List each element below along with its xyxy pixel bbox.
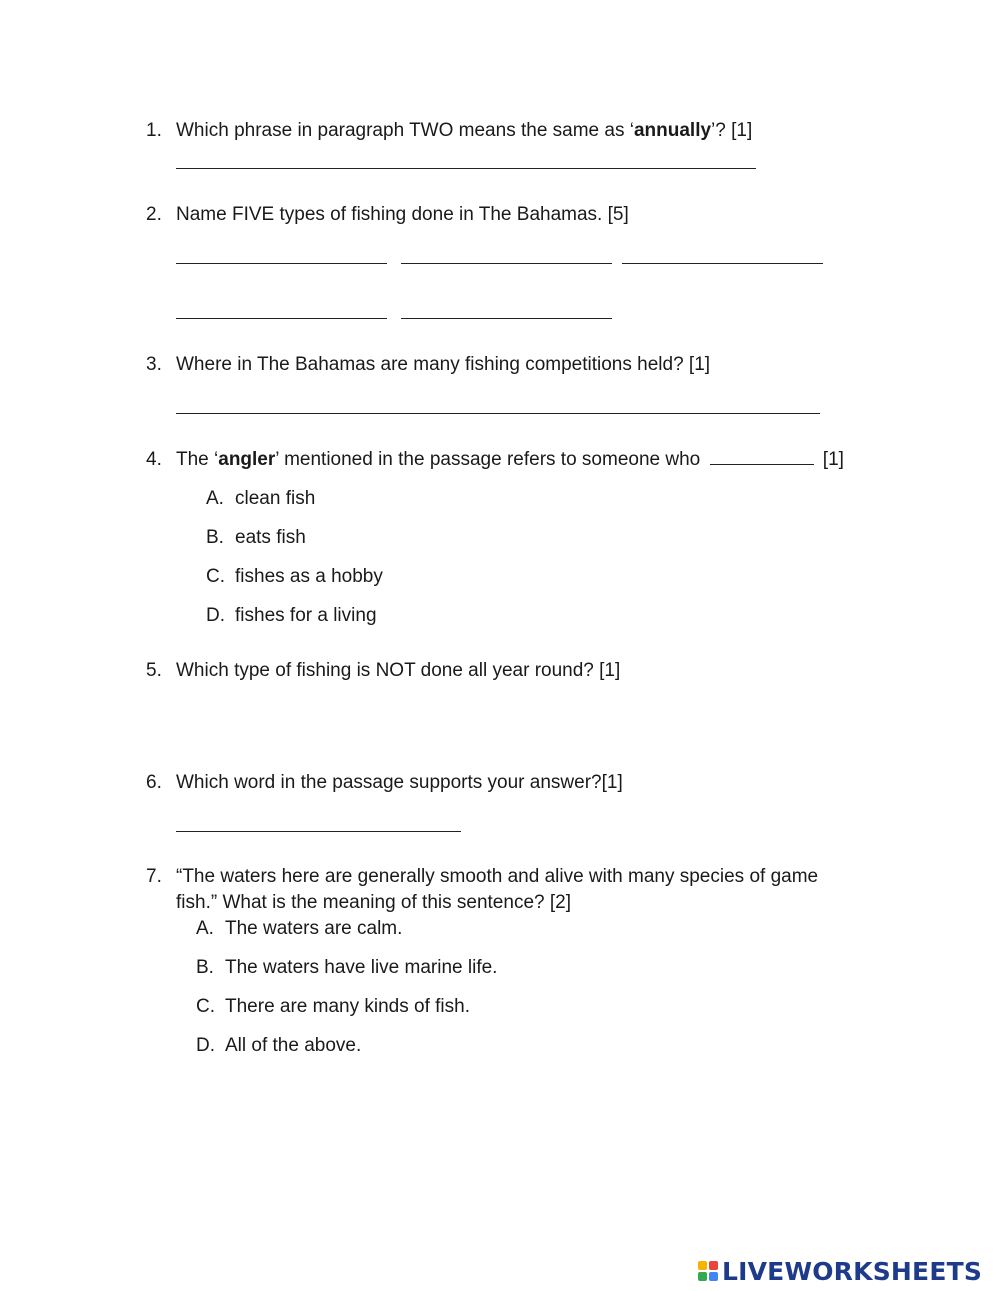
answer-line[interactable] — [176, 413, 820, 414]
option-a[interactable]: The waters are calm. — [225, 918, 403, 939]
question-text-line-2: fish.” What is the meaning of this sentence? [2] — [176, 892, 571, 913]
option-b[interactable]: The waters have live marine life. — [225, 957, 498, 978]
question-number: 5. — [146, 660, 162, 681]
option-a[interactable]: clean fish — [235, 488, 316, 509]
option-c[interactable]: There are many kinds of fish. — [225, 996, 470, 1017]
option-letter: D. — [196, 1035, 215, 1056]
option-letter: C. — [206, 566, 225, 587]
option-b[interactable]: eats fish — [235, 527, 306, 548]
option-letter: A. — [206, 488, 224, 509]
question-number: 1. — [146, 120, 162, 141]
answer-line[interactable] — [176, 831, 461, 832]
option-letter: B. — [196, 957, 214, 978]
answer-line[interactable] — [622, 263, 823, 264]
question-text: Where in The Bahamas are many fishing competitions held? [1] — [176, 354, 711, 375]
question-text: Which phrase in paragraph TWO means the same as ‘annually’? [1] — [176, 120, 753, 141]
option-d[interactable]: All of the above. — [225, 1035, 362, 1056]
option-letter: B. — [206, 527, 224, 548]
question-text: Which type of fishing is NOT done all year round? [1] — [176, 660, 621, 681]
answer-line[interactable] — [401, 263, 612, 264]
answer-line[interactable] — [176, 318, 387, 319]
question-number: 4. — [146, 449, 162, 470]
liveworksheets-logo — [698, 1256, 982, 1286]
question-number: 3. — [146, 354, 162, 375]
question-text: Name FIVE types of fishing done in The Bahamas. [5] — [176, 204, 629, 225]
option-letter: A. — [196, 918, 214, 939]
logo-text: LIVEWORKSHEETS — [722, 1256, 983, 1286]
question-text: The ‘angler’ mentioned in the passage refers to someone who [1] — [176, 449, 844, 470]
option-d[interactable]: fishes for a living — [235, 605, 377, 626]
question-text-line-1: “The waters here are generally smooth and alive with many species of game — [176, 866, 819, 887]
answer-line[interactable] — [176, 263, 387, 264]
answer-line[interactable] — [401, 318, 612, 319]
answer-line[interactable] — [176, 168, 756, 169]
fill-blank[interactable] — [710, 450, 814, 465]
option-letter: C. — [196, 996, 215, 1017]
question-number: 2. — [146, 204, 162, 225]
question-text: Which word in the passage supports your answer?[1] — [176, 772, 623, 793]
question-number: 6. — [146, 772, 162, 793]
option-c[interactable]: fishes as a hobby — [235, 566, 383, 587]
option-letter: D. — [206, 605, 225, 626]
logo-icon — [698, 1261, 718, 1281]
question-number: 7. — [146, 866, 162, 887]
